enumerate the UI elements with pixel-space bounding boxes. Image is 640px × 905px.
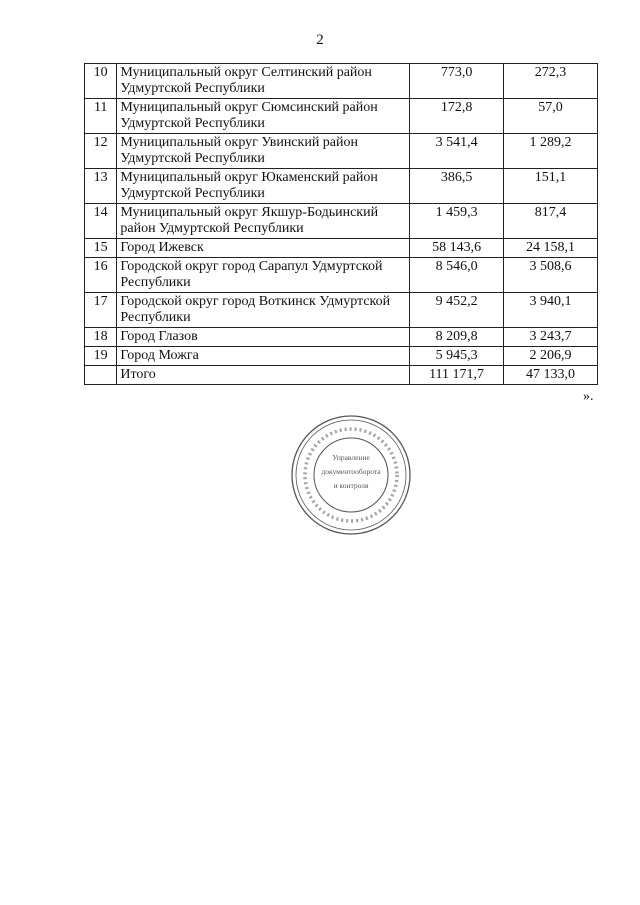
row-value-1: 8 209,8 xyxy=(410,328,504,347)
table-row xyxy=(85,169,598,204)
row-number: 14 xyxy=(85,204,117,239)
stamp-text-line1: Управление xyxy=(332,453,370,462)
row-value-1: 111 171,7 xyxy=(410,366,504,385)
row-value-2: 3 508,6 xyxy=(504,258,598,293)
row-value-2: 817,4 xyxy=(504,204,598,239)
row-value-1: 773,0 xyxy=(410,64,504,99)
row-value-2: 3 940,1 xyxy=(504,293,598,328)
row-value-2: 1 289,2 xyxy=(504,134,598,169)
row-number: 13 xyxy=(85,169,117,204)
table-row xyxy=(85,258,598,293)
row-name: Город Можга xyxy=(117,347,410,366)
row-value-2: 47 133,0 xyxy=(504,366,598,385)
row-name: Муниципальный округ Сюмсинский район Удмуртской Республики xyxy=(117,99,410,134)
row-value-1: 9 452,2 xyxy=(410,293,504,328)
row-number: 19 xyxy=(85,347,117,366)
row-number: 18 xyxy=(85,328,117,347)
table-row xyxy=(85,204,598,239)
table-row xyxy=(85,328,598,347)
row-value-2: 24 158,1 xyxy=(504,239,598,258)
row-number xyxy=(85,366,117,385)
row-name: Городской округ город Воткинск Удмуртской Республики xyxy=(117,293,410,328)
row-value-1: 386,5 xyxy=(410,169,504,204)
row-value-1: 172,8 xyxy=(410,99,504,134)
table-row xyxy=(85,99,598,134)
stamp-seal xyxy=(290,414,412,536)
row-number: 15 xyxy=(85,239,117,258)
row-name: Муниципальный округ Якшур-Бодьинский район Удмуртской Республики xyxy=(117,204,410,239)
row-name: Итого xyxy=(117,366,410,385)
table-row xyxy=(85,347,598,366)
row-number: 11 xyxy=(85,99,117,134)
row-value-2: 2 206,9 xyxy=(504,347,598,366)
row-name: Муниципальный округ Юкаменский район Удмуртской Республики xyxy=(117,169,410,204)
stamp-text-line2: документооборота xyxy=(321,467,381,476)
row-number: 17 xyxy=(85,293,117,328)
row-value-2: 151,1 xyxy=(504,169,598,204)
table-row xyxy=(85,293,598,328)
row-number: 16 xyxy=(85,258,117,293)
row-value-2: 272,3 xyxy=(504,64,598,99)
stamp-text-line3: и контроля xyxy=(333,481,369,490)
row-name: Муниципальный округ Увинский район Удмуртской Республики xyxy=(117,134,410,169)
table-row xyxy=(85,134,598,169)
table-row xyxy=(85,64,598,99)
row-value-1: 5 945,3 xyxy=(410,347,504,366)
row-name: Муниципальный округ Селтинский район Удмуртской Республики xyxy=(117,64,410,99)
row-value-2: 3 243,7 xyxy=(504,328,598,347)
row-value-2: 57,0 xyxy=(504,99,598,134)
row-number: 10 xyxy=(85,64,117,99)
row-number: 12 xyxy=(85,134,117,169)
closing-quote-mark: ». xyxy=(583,389,594,404)
row-name: Городской округ город Сарапул Удмуртской Республики xyxy=(117,258,410,293)
data-table xyxy=(84,63,598,385)
row-name: Город Ижевск xyxy=(117,239,410,258)
row-name: Город Глазов xyxy=(117,328,410,347)
table-row xyxy=(85,239,598,258)
table-row-total xyxy=(85,366,598,385)
row-value-1: 3 541,4 xyxy=(410,134,504,169)
row-value-1: 1 459,3 xyxy=(410,204,504,239)
row-value-1: 58 143,6 xyxy=(410,239,504,258)
page-number: 2 xyxy=(316,32,324,48)
row-value-1: 8 546,0 xyxy=(410,258,504,293)
